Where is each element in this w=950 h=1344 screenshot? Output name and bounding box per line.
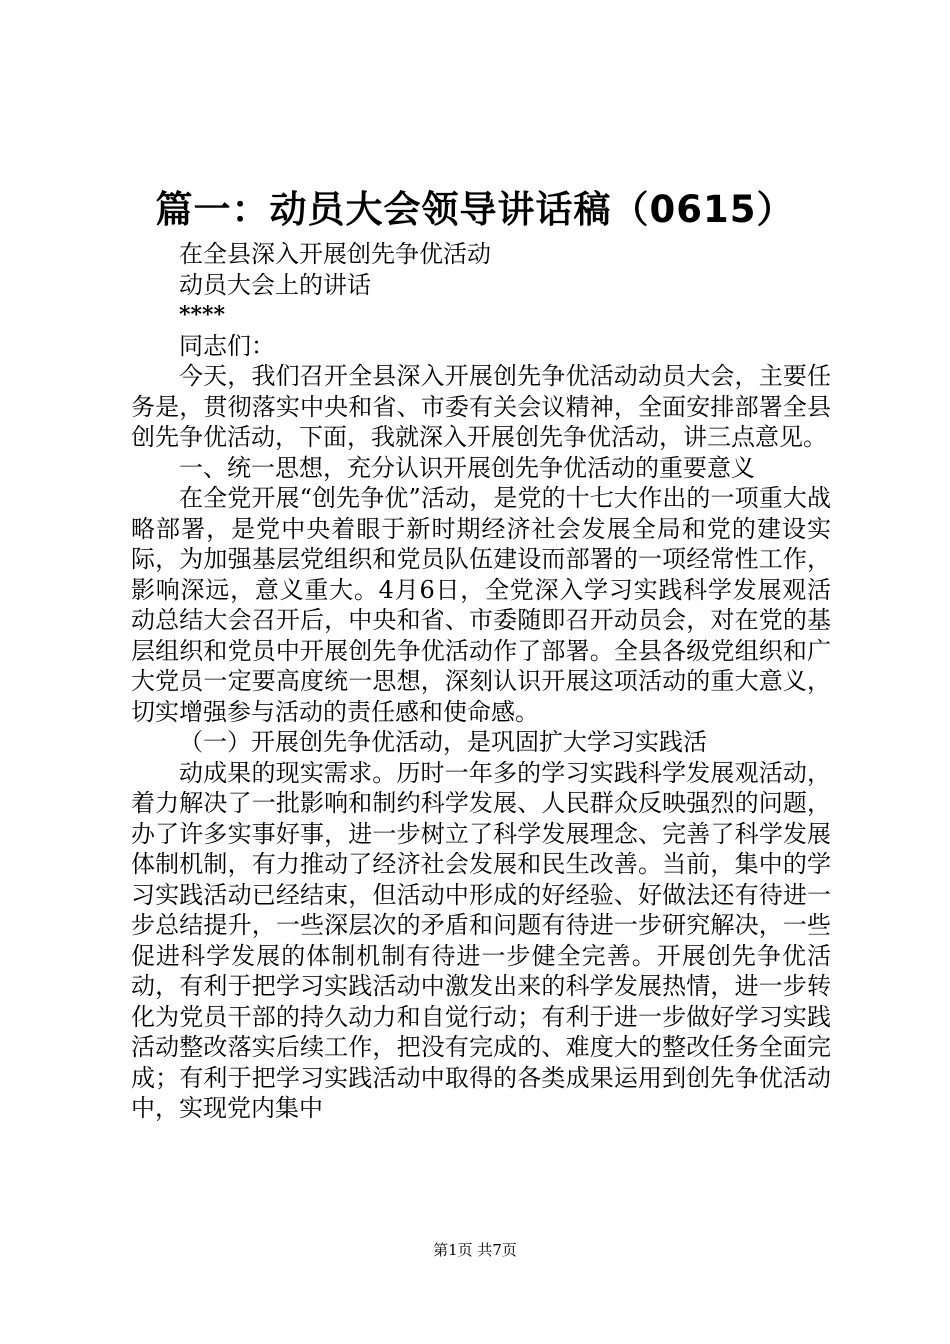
subtitle-line-1: 在全县深入开展创先争优活动: [179, 240, 491, 268]
document-title: 篇一：动员大会领导讲话稿（0615）: [155, 188, 795, 231]
paragraph-continuation: 动成果的现实需求。历时一年多的学习实践科学发展观活动，着力解决了一批影响和制约科学发展、人民群众反映强烈的问题，办了许多实事好事，进一步树立了科学发展理念、完善了科学发展体制机制，有力推动了经济社会发展和民生改善。当前，集中的学习实践活动已经结束，但活动中形成的好经验、好做法还有待进一步总结提升，一些深层次的矛盾和问题有待进一步研究解决，一些促进科学发展的体制机制有待进一步健全完善。开展创先争优活动，有利于把学习实践活动中激发出来的科学发展热情，进一步转化为党员干部的持久动力和自觉行动；有利于进一步做好学习实践活动整改落实后续工作，把没有完成的、难度大的整改任务全面完成；有利于把学习实践活动中取得的各类成果运用到创先争优活动中，实现党内集中: [131, 758, 831, 1122]
paragraph-significance: 在全党开展“创先争优”活动，是党的十七大作出的一项重大战略部署，是党中央着眼于新时期经济社会发展全局和党的建设实际，为加强基层党组织和党员队伍建设而部署的一项经常性工作，影响深远，意义重大。4月6日，全党深入学习实践科学发展观活动总结大会召开后，中央和省、市委随即召开动员会，对在党的基层组织和党员中开展创先争优活动作了部署。全县各级党组织和广大党员一定要高度统一思想，深刻认识开展这项活动的重大意义，切实增强参与活动的责任感和使命感。: [131, 484, 831, 726]
salutation: 同志们：: [179, 331, 275, 360]
author-line: ****: [179, 302, 226, 328]
page-footer: 第1页 共7页: [433, 1241, 517, 1259]
document-body: [131, 239, 831, 1124]
subtitle-line-2: 动员大会上的讲话: [179, 270, 371, 299]
subsection-heading-1: （一）开展创先争优活动，是巩固扩大学习实践活: [179, 728, 707, 756]
paragraph-intro: 今天，我们召开全县深入开展创先争优活动动员大会，主要任务是，贯彻落实中央和省、市委有关会议精神，全面安排部署全县创先争优活动，下面，我就深入开展创先争优活动，讲三点意见。: [131, 362, 831, 451]
section-heading-1: 一、统一思想，充分认识开展创先争优活动的重要意义: [179, 453, 755, 482]
